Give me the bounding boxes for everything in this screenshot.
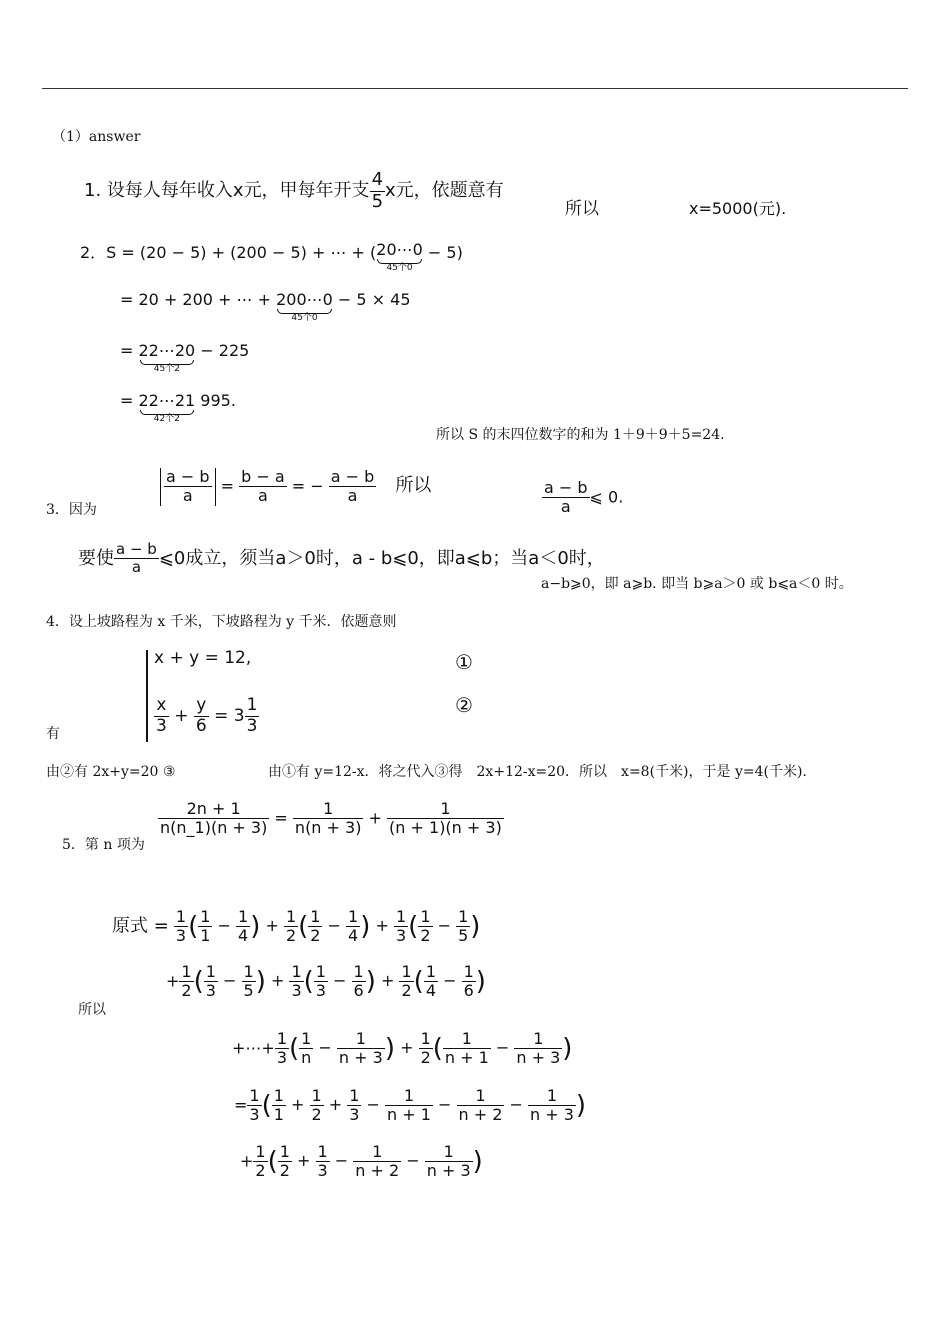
q4-eq2 (154, 696, 259, 742)
q4-eq2-fn: 1 (246, 695, 258, 715)
q5-l1-den-2: 4 (238, 926, 249, 946)
q5-r1-num: 1 (323, 799, 334, 818)
q5-r2-num: 1 (440, 799, 451, 818)
q4-eq2-fd: 3 (246, 715, 258, 736)
q2-brace2 (276, 290, 333, 324)
q5-l5-den-0: 2 (255, 1161, 266, 1181)
q3-expression (160, 468, 431, 506)
q5-l5-frac-3 (353, 1143, 401, 1181)
q5-l4-num-5: 1 (475, 1086, 486, 1105)
q3-ab-num: a − b (330, 467, 375, 486)
q2-line1-b: 20⋯0 (376, 240, 423, 259)
q2-conclusion: 所以 S 的末四位数字的和为 1＋9＋9＋5=24. (436, 427, 725, 443)
q5-l3-frac-0 (275, 1030, 289, 1068)
q3-frac-ba (239, 468, 287, 506)
q5-l2-frac-5 (352, 963, 366, 1001)
q3-abs-value (160, 468, 216, 506)
q1-result: x=5000(元). (689, 199, 787, 218)
q5-line2: + $\frac{1}{2}$ ( $\frac{1}{3}$ − $\frac{1}{5}$ ) + $\frac{1}{3}$ ( $\frac{1}{3}$ − $\frac{1}{6}$ ) + $\frac{1}{2}$ ( $\frac{1}{4}$ − $\frac{1}{6}$ ) (166, 962, 486, 1001)
q5-l5-frac-1 (278, 1143, 292, 1181)
q2-line2-a: = 20 + 200 + ⋯ + (120, 290, 277, 309)
q5-l4-num-3: 1 (349, 1086, 360, 1105)
q2-brace2-label: 45个0 (291, 313, 318, 323)
header-rule (42, 88, 908, 89)
q3-so: 所以 (395, 475, 432, 497)
q2-line4-a: = (120, 391, 139, 410)
q3-need-num: a − b (116, 540, 157, 558)
q4-eq2-3: 3 (156, 715, 167, 736)
q4-intro: 4．设上坡路程为 x 千米，下坡路程为 y 千米．依题意则 (46, 614, 397, 630)
q5-l1-den-8: 5 (458, 926, 469, 946)
q2-brace1 (376, 240, 423, 274)
q5-l1-frac-8 (456, 908, 470, 946)
q5-l3-num-1: 1 (301, 1029, 312, 1048)
q4-eq2-x: x (156, 695, 167, 715)
q5-line4: = $\frac{1}{3}$ ( $\frac{1}{1}$ + $\frac{1}{2}$ + $\frac{1}{3}$ − $\frac{1}{n + 1}$ − $\frac{1}{n + 2}$ − $\frac{1}{n + 3}$ ) (234, 1086, 587, 1125)
q5-l3-den-0: 3 (276, 1048, 287, 1068)
q5-so: 所以 (78, 1002, 106, 1018)
q5-l2-den-4: 3 (315, 981, 326, 1001)
q5-l2-den-7: 4 (425, 981, 436, 1001)
q5-l2-den-0: 2 (181, 981, 192, 1001)
q2-line3-b: 22⋯20 (138, 341, 196, 360)
q3-conclusion: a−b⩾0，即 a⩾b. 即当 b⩾a＞0 或 b⩽a＜0 时。 (541, 576, 853, 592)
q5-l4-num-2: 1 (311, 1086, 322, 1105)
q3-eq: = (220, 476, 235, 496)
q3-ineq-rhs: ⩽ 0. (589, 487, 624, 507)
q5-l3-frac-3 (419, 1030, 433, 1068)
q4-you: 有 (46, 726, 60, 742)
q2-brace4 (139, 391, 196, 425)
q5-l1-num-1: 1 (200, 907, 211, 926)
q5-l5-den-2: 3 (317, 1161, 328, 1181)
q5-l1-num-0: 1 (175, 907, 187, 926)
q1-suffix: x元，依题意有 (385, 180, 504, 202)
q1-so: 所以 (565, 199, 599, 219)
q5-l3-frac-5 (514, 1030, 562, 1068)
q5-l2-frac-4 (314, 963, 328, 1001)
q3-ineq (542, 479, 623, 517)
q5-l4-den-4: n + 1 (387, 1105, 431, 1125)
q4-step2: 由①有 y=12-x．将之代入③得 2x+12-x=20．所以 x=8(千米)，于是 y=4(千米). (268, 764, 807, 780)
q2-line3-a: = (120, 341, 139, 360)
q5-l3-den-3: 2 (420, 1048, 431, 1068)
q3-frac-ab (329, 468, 377, 506)
q5-l2-num-2: 1 (243, 962, 254, 981)
q5-l5-frac-4 (425, 1143, 473, 1181)
q5-l3-den-5: n + 3 (516, 1048, 561, 1068)
q5-r2-den: (n + 1)(n + 3) (389, 818, 502, 838)
q3-ba-den: a (239, 486, 287, 505)
q2-line2 (120, 290, 411, 324)
q5-l1-den-4: 2 (310, 926, 321, 946)
q5-l2-den-3: 3 (291, 981, 302, 1001)
q5-l1-num-8: 1 (458, 907, 469, 926)
q2-line4-b: 22⋯21 (138, 391, 196, 410)
q5-l5-den-1: 2 (279, 1161, 290, 1181)
q2-brace3 (139, 341, 196, 375)
q5-l1-num-6: 1 (395, 907, 407, 926)
q5-l2-num-3: 1 (291, 962, 302, 981)
q5-l2-num-6: 1 (401, 962, 412, 981)
q3-ba-num: b − a (241, 467, 285, 486)
q4-eq2-6: 6 (195, 715, 207, 736)
q5-l3-num-0: 1 (276, 1029, 287, 1048)
q3-ineq-num: a − b (544, 478, 588, 497)
q3-need-b: ⩽0成立，须当a＞0时，a - b⩽0，即a⩽b；当a＜0时， (158, 547, 605, 569)
q5-l4-num-6: 1 (546, 1086, 558, 1105)
q5-r1-den: n(n + 3) (294, 818, 362, 838)
q5-l5-num-0: 1 (255, 1142, 266, 1161)
q5-l1-den-6: 3 (395, 926, 407, 946)
q5-orig: 原式 = (112, 915, 169, 937)
q5-l1-frac-6 (394, 908, 408, 946)
q5-l1-frac-1 (198, 908, 212, 946)
q5-l1-frac-7 (418, 908, 432, 946)
q4-mark2: ② (455, 693, 473, 717)
q5-l2-frac-0 (179, 963, 193, 1001)
q5-l1-den-0: 3 (175, 926, 187, 946)
q5-l2-frac-7 (424, 963, 438, 1001)
q2-brace3-label: 45个2 (153, 364, 180, 374)
q5-l4-den-6: n + 3 (530, 1105, 574, 1125)
q5-l4-frac-5 (457, 1087, 505, 1125)
q5-l3-num-2: 1 (355, 1029, 366, 1048)
q5-l4-den-3: 3 (349, 1105, 360, 1125)
q5-l1-frac-0 (174, 908, 188, 946)
q5-l3-den-4: n + 1 (444, 1048, 489, 1068)
q5-l2-den-1: 3 (205, 981, 216, 1001)
q2-line1-c: − 5) (422, 243, 463, 262)
q4-step1: 由②有 2x+y=20 ③ (46, 764, 176, 780)
q3-condition (78, 541, 605, 577)
q5-l5-frac-2 (316, 1143, 330, 1181)
q1-prefix: 1. 设每人每年收入 (84, 180, 233, 202)
q5-l1-den-7: 2 (420, 926, 431, 946)
q5-l1-num-3: 1 (285, 907, 297, 926)
q4-system (146, 650, 259, 742)
q5-l4-den-2: 2 (311, 1105, 322, 1125)
q5-l2-frac-1 (204, 963, 218, 1001)
q5-l1-num-5: 1 (348, 907, 359, 926)
q5-l1-num-4: 1 (310, 907, 321, 926)
q5-line3: +⋯+ $\frac{1}{3}$ ( $\frac{1}{n}$ − $\frac{1}{n + 3}$ ) + $\frac{1}{2}$ ( $\frac{1}{n + 1}$ − $\frac{1}{n + 3}$ ) (232, 1029, 573, 1068)
q4-eq2-y: y (196, 695, 207, 715)
q4-eq1: x + y = 12, (154, 648, 252, 668)
q5-l4-frac-3 (347, 1087, 361, 1125)
q2-brace4-label: 42个2 (153, 414, 180, 424)
q5-l1-den-1: 1 (200, 926, 211, 946)
q3-need-a: 要使 (78, 547, 114, 569)
q5-l2-num-1: 1 (205, 962, 216, 981)
q5-l2-frac-2 (242, 963, 256, 1001)
q4-eq2-rhs: = 3 (214, 706, 245, 727)
q3-ineq-den: a (542, 497, 590, 516)
q5-l2-num-0: 1 (181, 962, 192, 981)
q5-l4-frac-0 (247, 1087, 261, 1125)
q2-line4 (120, 391, 236, 425)
q3-neg: = − (291, 476, 324, 496)
q1-frac-den: 5 (371, 190, 384, 212)
q5-l4-den-0: 3 (249, 1105, 260, 1125)
q2-line1 (80, 240, 463, 274)
q2-line1-a: 2．S = (20 − 5) + (200 − 5) + ⋯ + ( (80, 243, 377, 262)
q5-l1-num-7: 1 (420, 907, 431, 926)
q2-line3-c: − 225 (195, 341, 250, 360)
q5-l5-num-4: 1 (443, 1142, 454, 1161)
q5-l4-frac-4 (385, 1087, 433, 1125)
q2-brace1-label: 45个0 (386, 263, 413, 273)
q5-l3-den-1: n (299, 1048, 313, 1067)
q5-l1-frac-3 (284, 908, 298, 946)
q2-line2-c: − 5 × 45 (332, 290, 411, 309)
q5-l1-den-5: 4 (348, 926, 359, 946)
section-label: （1）answer (52, 129, 141, 145)
q5-l5-num-2: 1 (317, 1142, 328, 1161)
q4-mark1: ① (455, 650, 473, 674)
q5-l4-num-0: 1 (249, 1086, 260, 1105)
q5-l5-frac-0 (253, 1143, 267, 1181)
q5-l2-num-7: 1 (425, 962, 436, 981)
q5-l2-den-8: 6 (463, 981, 474, 1001)
q1-fraction (370, 170, 385, 212)
q5-l4-den-1: 1 (273, 1105, 284, 1125)
q3-need-den: a (114, 558, 159, 576)
q5-l1-frac-5 (346, 908, 360, 946)
q3-label: 3．因为 (46, 502, 97, 518)
q5-lhs-den: n(n_1)(n + 3) (160, 818, 268, 838)
q5-l3-frac-2 (337, 1030, 385, 1068)
q5-l2-den-6: 2 (401, 981, 412, 1001)
q5-l2-den-5: 6 (353, 981, 364, 1001)
q5-l4-frac-1 (272, 1087, 286, 1125)
q1-mid: 元，甲每年开支 (243, 180, 370, 202)
q5-l2-num-4: 1 (315, 962, 326, 981)
q5-l2-frac-8 (462, 963, 476, 1001)
q1-frac-num: 4 (371, 169, 384, 190)
q1-var: x (232, 180, 244, 202)
q5-l4-num-4: 1 (403, 1086, 415, 1105)
q5-l2-frac-6 (399, 963, 413, 1001)
q5-l1-den-3: 2 (285, 926, 297, 946)
q5-l3-frac-1 (299, 1030, 313, 1068)
q5-l2-num-5: 1 (353, 962, 364, 981)
q5-term: $\frac{2n + 1}{n(n\_1)(n + 3)}$ = $\frac{1}{n(n + 3)}$ + $\frac{1}{(n + 1)(n + 3)}$ (160, 799, 502, 838)
q5-l4-frac-2 (310, 1087, 324, 1125)
q5-line5: + $\frac{1}{2}$ ( $\frac{1}{2}$ + $\frac{1}{3}$ − $\frac{1}{n + 2}$ − $\frac{1}{n + 3}$ ) (240, 1142, 483, 1181)
q5-l5-den-3: n + 2 (355, 1161, 400, 1181)
q5-l2-frac-3 (289, 963, 303, 1001)
q5-l5-num-3: 1 (372, 1142, 383, 1161)
q5-l1-frac-4 (308, 908, 322, 946)
q2-line4-c: 995. (195, 391, 236, 410)
q5-l3-lead: +⋯+ (232, 1038, 275, 1058)
q5-l2-num-8: 1 (463, 962, 474, 981)
q5-l3-frac-4 (443, 1030, 491, 1068)
q5-label: 5．第 n 项为 (62, 837, 145, 853)
q5-l4-num-1: 1 (273, 1086, 284, 1105)
q5-l5-num-1: 1 (279, 1142, 290, 1161)
q5-l2-den-2: 5 (243, 981, 254, 1001)
q5-l4-den-5: n + 2 (458, 1105, 503, 1125)
q2-line3 (120, 341, 249, 375)
q5-l1-num-2: 1 (238, 907, 249, 926)
q4-eq2-plus: + (174, 706, 189, 727)
q5-l3-num-3: 1 (420, 1029, 431, 1048)
q5-l3-num-4: 1 (461, 1029, 472, 1048)
q1-statement (84, 170, 504, 212)
q5-lhs-num: 2n + 1 (186, 799, 241, 818)
q5-l4-frac-6 (528, 1087, 576, 1125)
q5-l3-num-5: 1 (533, 1029, 544, 1048)
q5-l1-frac-2 (236, 908, 250, 946)
q2-line2-b: 200⋯0 (276, 290, 333, 309)
q5-l5-den-4: n + 3 (426, 1161, 471, 1181)
q3-abs-den: a (164, 486, 212, 505)
q5-l3-den-2: n + 3 (338, 1048, 383, 1068)
q3-ab-den: a (329, 486, 377, 505)
q3-abs-num: a − b (166, 467, 210, 486)
q5-line1: 原式 = $\frac{1}{3}$ ( $\frac{1}{1}$ − $\frac{1}{4}$ ) + $\frac{1}{2}$ ( $\frac{1}{2}$ − $\frac{1}{4}$ ) + $\frac{1}{3}$ ( $\frac{1}{2}$ − $\frac{1}{5}$ ) (112, 907, 481, 946)
